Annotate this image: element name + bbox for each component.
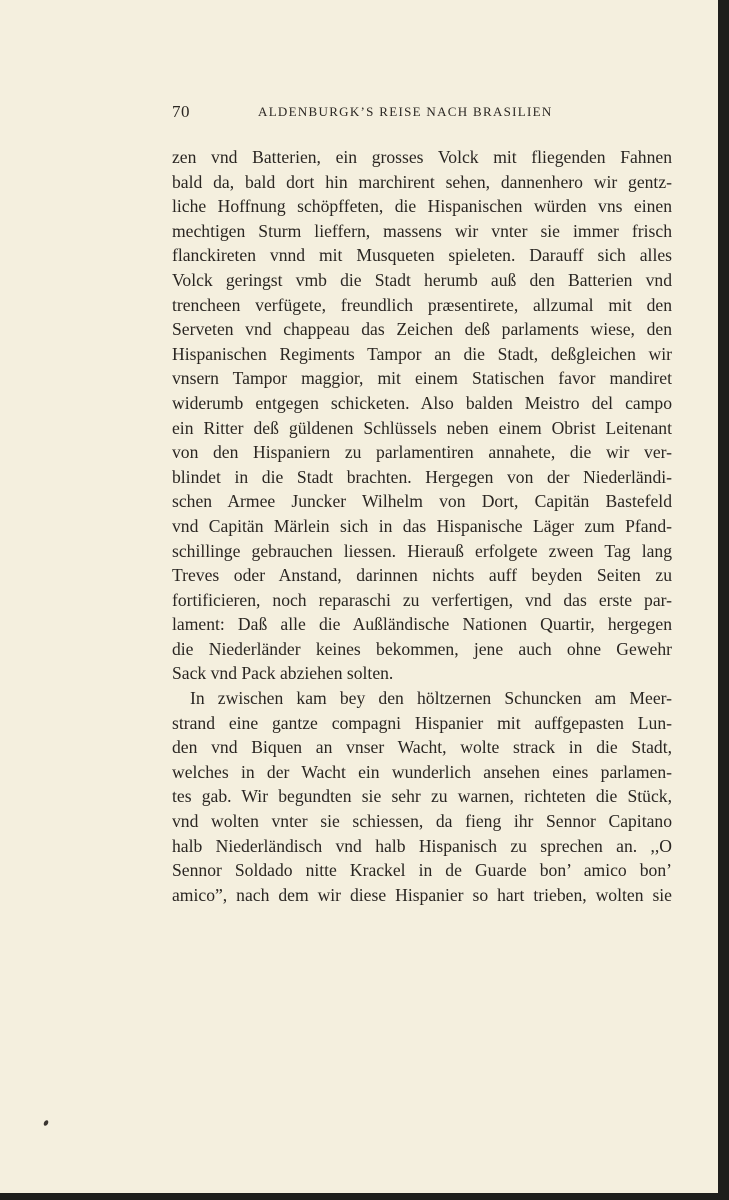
text-line: Hispanischen Regiments Tampor an die Stadt, deßgleichen wir — [172, 343, 672, 364]
running-title: ALDENBURGK’S REISE NACH BRASILIEN — [258, 104, 553, 119]
text-line: trencheen verfügete, freundlich præsentirete, allzumal mit den — [172, 294, 672, 315]
page-header — [172, 100, 672, 126]
text-line: lament: Daß alle die Außländische Nationen Quartir, hergegen — [172, 614, 672, 635]
text-line: flanckireten vnnd mit Musqueten spieleten. Darauff sich alles — [172, 245, 672, 266]
text-line: In zwischen kam bey den höltzernen Schuncken am Meer- — [190, 688, 672, 709]
text-line: Sack vnd Pack abziehen solten. — [172, 663, 394, 684]
text-line: die Niederländer keines bekommen, jene auch ohne Gewehr — [172, 638, 672, 659]
text-line: bald da, bald dort hin marchirent sehen, dannenhero wir gentz- — [172, 171, 672, 192]
text-line: vnd Capitän Märlein sich in das Hispanische Läger zum Pfand- — [172, 515, 672, 536]
text-line: widerumb entgegen schicketen. Also balden Meistro del campo — [172, 392, 672, 413]
text-line: fortificieren, noch reparaschi zu verfertigen, vnd das erste par- — [172, 589, 672, 610]
text-line: schen Armee Juncker Wilhelm von Dort, Capitän Bastefeld — [172, 491, 672, 512]
text-line: ein Ritter deß güldenen Schlüssels neben einem Obrist Leitenant — [172, 417, 672, 438]
scan-bottom-edge — [0, 1193, 729, 1200]
page-number: 70 — [172, 102, 190, 121]
scan-right-edge — [718, 0, 729, 1200]
paragraph — [172, 686, 672, 907]
body-text — [172, 145, 672, 907]
text-line: Serveten vnd chappeau das Zeichen deß parlaments wiese, den — [172, 319, 672, 340]
text-line: den vnd Biquen an vnser Wacht, wolte strack in die Stadt, — [172, 737, 672, 758]
text-line: liche Hoffnung schöpffeten, die Hispanischen würden vns einen — [172, 196, 672, 217]
text-line: welches in der Wacht ein wunderlich ansehen eines parlamen- — [172, 761, 672, 782]
text-line: mechtigen Sturm lieffern, massens wir vnter sie immer frisch — [172, 220, 672, 241]
text-line: zen vnd Batterien, ein grosses Volck mit fliegenden Fahnen — [172, 147, 672, 167]
text-line: vnsern Tampor maggior, mit einem Statischen favor mandiret — [172, 368, 672, 389]
text-line: Treves oder Anstand, darinnen nichts auff beyden Seiten zu — [172, 565, 672, 586]
text-line: Sennor Soldado nitte Krackel in de Guarde bon’ amico bon’ — [172, 860, 672, 881]
text-line: blindet in die Stadt brachten. Hergegen von der Niederländi- — [172, 466, 672, 487]
text-line: amico”, nach dem wir diese Hispanier so hart trieben, wolten sie — [172, 884, 672, 905]
ink-speck — [43, 1119, 49, 1126]
text-line: von den Hispaniern zu parlamentiren annahete, die wir ver- — [172, 442, 672, 463]
text-line: strand eine gantze compagni Hispanier mit auffgepasten Lun- — [172, 712, 672, 733]
text-line: tes gab. Wir begundten sie sehr zu warnen, richteten die Stück, — [172, 786, 672, 807]
paragraph — [172, 145, 672, 686]
text-line: schillinge gebrauchen liessen. Hierauß erfolgete zween Tag lang — [172, 540, 672, 561]
text-line: vnd wolten vnter sie schiessen, da fieng ihr Sennor Capitano — [172, 811, 672, 832]
text-line: halb Niederländisch vnd halb Hispanisch zu sprechen an. ,,O — [172, 835, 672, 856]
text-line: Volck geringst vmb die Stadt herumb auß den Batterien vnd — [172, 269, 672, 290]
